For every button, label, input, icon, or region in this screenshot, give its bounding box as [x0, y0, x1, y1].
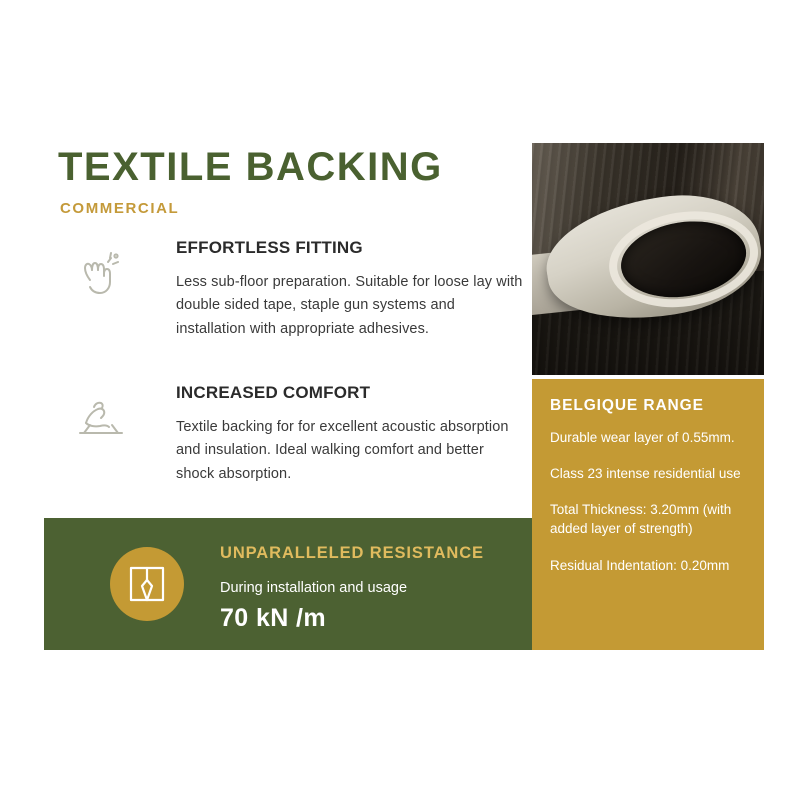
feature-title: EFFORTLESS FITTING: [176, 238, 363, 257]
belgique-range-list: [550, 428, 750, 592]
feature-block-increased-comfort: [58, 383, 526, 486]
feature-body: Textile backing for for excellent acoustic absorption and insulation. Ideal walking comfort and better shock absorption.: [176, 419, 509, 482]
resistance-subtext: During installation and usage: [220, 580, 408, 596]
spec-item: Residual Indentation: 0.20mm: [550, 557, 730, 573]
spec-item: Class 23 intense residential use: [550, 466, 741, 482]
feature-block-effortless-fitting: [58, 238, 526, 341]
product-photo: [532, 143, 764, 375]
spec-item: Total Thickness: 3.20mm (with added layer of strength): [550, 502, 732, 537]
belgique-range-panel: [532, 379, 764, 650]
page-title: TEXTILE BACKING: [58, 145, 443, 189]
tear-strength-icon: [110, 547, 184, 621]
hand-tool-icon: [70, 242, 132, 304]
walking-foot-icon: [70, 387, 132, 449]
belgique-range-title: BELGIQUE RANGE: [550, 397, 704, 414]
feature-title: INCREASED COMFORT: [176, 383, 371, 402]
spec-item: Durable wear layer of 0.55mm.: [550, 430, 735, 445]
resistance-value: 70 kN /m: [220, 604, 327, 632]
resistance-heading: UNPARALLELED RESISTANCE: [220, 544, 484, 562]
feature-body: Less sub-floor preparation. Suitable for loose lay with double sided tape, staple gun systems and installation with appropriate adhesives.: [176, 274, 523, 337]
page-subtitle: COMMERCIAL: [60, 200, 180, 217]
unparalleled-resistance-panel: [44, 518, 532, 650]
